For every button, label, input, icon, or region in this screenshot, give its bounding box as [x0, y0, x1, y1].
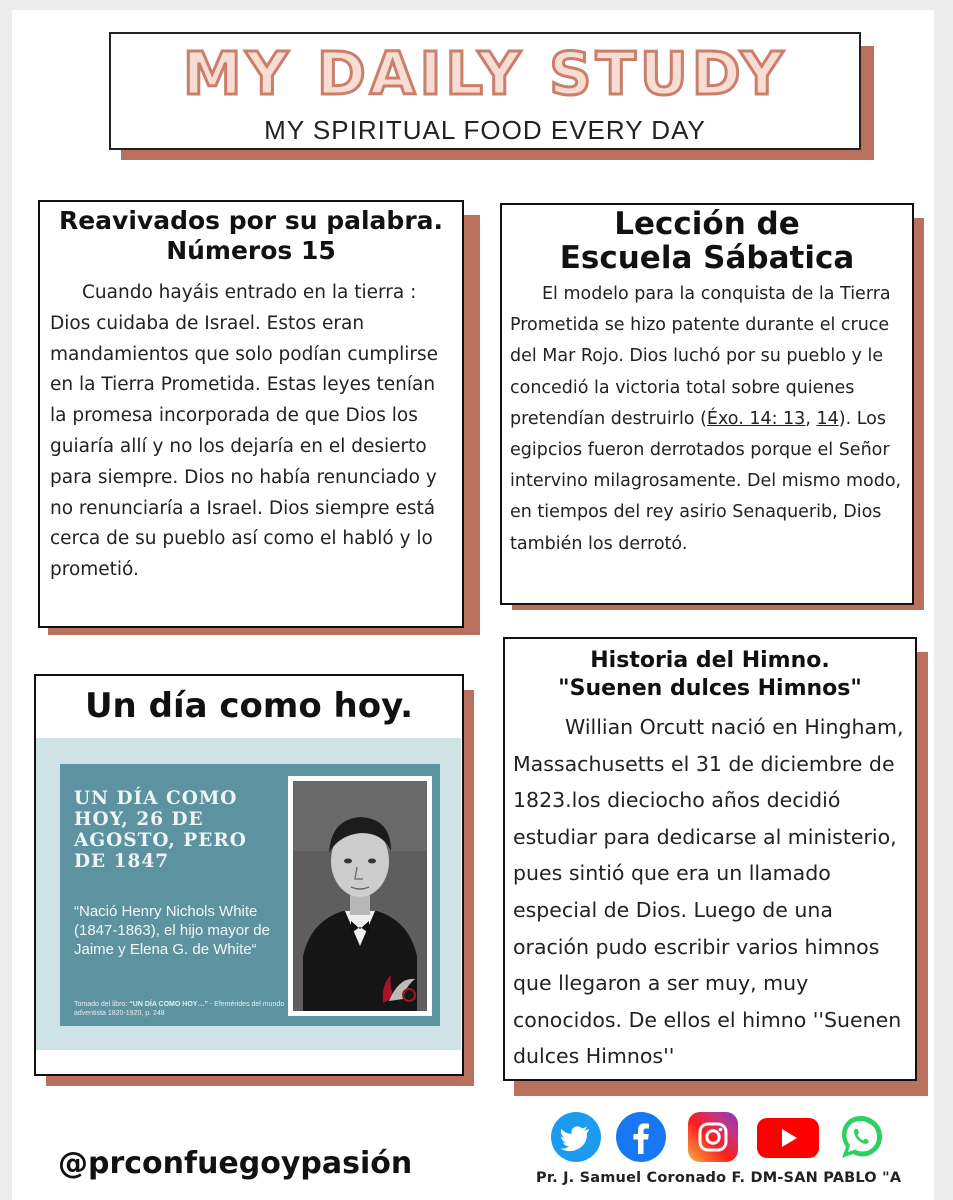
- author-credit: Pr. J. Samuel Coronado F. DM-SAN PABLO "A: [536, 1170, 902, 1186]
- reference-separator: ,: [805, 408, 817, 429]
- reavivados-card: [38, 200, 464, 628]
- twitter-icon[interactable]: [551, 1112, 601, 1162]
- instagram-icon[interactable]: [688, 1112, 738, 1162]
- header-banner: [109, 32, 861, 150]
- un-dia-image: [36, 738, 461, 1050]
- un-dia-image-quote: “Nació Henry Nichols White (1847-1863), el hijo mayor de Jaime y Elena G. de White“: [74, 903, 270, 958]
- leccion-title-line1: Lección de: [614, 206, 800, 242]
- un-dia-title: Un día como hoy.: [84, 686, 414, 726]
- himno-title-line2: "Suenen dulces Himnos": [558, 676, 862, 701]
- leccion-title-line2: Escuela Sábatica: [559, 240, 855, 276]
- youtube-icon[interactable]: [757, 1118, 819, 1158]
- esd-logo-icon: [375, 967, 423, 1007]
- reavivados-title-line2: Números 15: [166, 236, 336, 265]
- reavivados-title: [50, 206, 452, 266]
- leccion-title: [510, 207, 904, 275]
- himno-body: Willian Orcutt nació en Hingham, Massachusetts el 31 de diciembre de 1823.los dieciocho años decidió estudiar para dedicarse al ministerio, pues sintió que era un llamado especial de Dios. Luego de una oración pudo escribir varios himnos que llegaron a ser muy, muy conocidos. De ellos el himno ''Suenen dulces Himnos'': [513, 715, 904, 1069]
- bible-reference-link[interactable]: Éxo. 14: 13: [706, 408, 806, 429]
- reavivados-body: Cuando hayáis entrado en la tierra : Dios cuidaba de Israel. Estos eran mandamientos que solo podían cumplirse en la Tierra Prometida. Estas leyes tenían la promesa incorporada de que Dios los guiaría allí y no los dejaría en el desierto para siempre. Dios no había renunciado y no renunciaría a Israel. Dios siempre está cerca de su pueblo así como el habló y lo prometió.: [50, 282, 439, 581]
- himno-card: [503, 637, 917, 1081]
- leccion-body: [510, 279, 904, 560]
- un-dia-image-source: Tomado del libro: “UN DÍA COMO HOY…” - Efemérides del mundo adventista 1820-1920, p. 248: [74, 1001, 285, 1017]
- page-title: MY DAILY STUDY: [182, 39, 788, 108]
- leccion-body-after: ). Los egipcios fueron derrotados porque el Señor intervino milagrosamente. Del mismo modo, en tiempos del rey asirio Senaquerib, Dios también los derrotó.: [510, 408, 902, 554]
- un-dia-card: [34, 674, 464, 1076]
- himno-title: [513, 647, 907, 703]
- un-dia-image-card: [60, 764, 440, 1026]
- bible-reference-link-verse[interactable]: 14: [816, 408, 839, 429]
- social-handle: @prconfuegoypasión: [58, 1146, 413, 1181]
- whatsapp-icon[interactable]: [836, 1112, 886, 1162]
- himno-title-line1: Historia del Himno.: [590, 648, 830, 673]
- leccion-card: [500, 203, 914, 605]
- page-subtitle: MY SPIRITUAL FOOD EVERY DAY: [264, 115, 706, 145]
- portrait-figure: [293, 781, 427, 1011]
- portrait-photo: [288, 776, 432, 1016]
- reavivados-title-line1: Reavivados por su palabra.: [58, 206, 444, 235]
- un-dia-image-heading: UN DÍA COMO HOY, 26 DE AGOSTO, PERO DE 1847: [74, 788, 247, 872]
- leccion-body-before: El modelo para la conquista de la Tierra Prometida se hizo patente durante el cruce del Mar Rojo. Dios luchó por su pueblo y le concedió la victoria total sobre quienes pretendían destruirlo (: [510, 284, 891, 429]
- facebook-icon[interactable]: [616, 1112, 666, 1162]
